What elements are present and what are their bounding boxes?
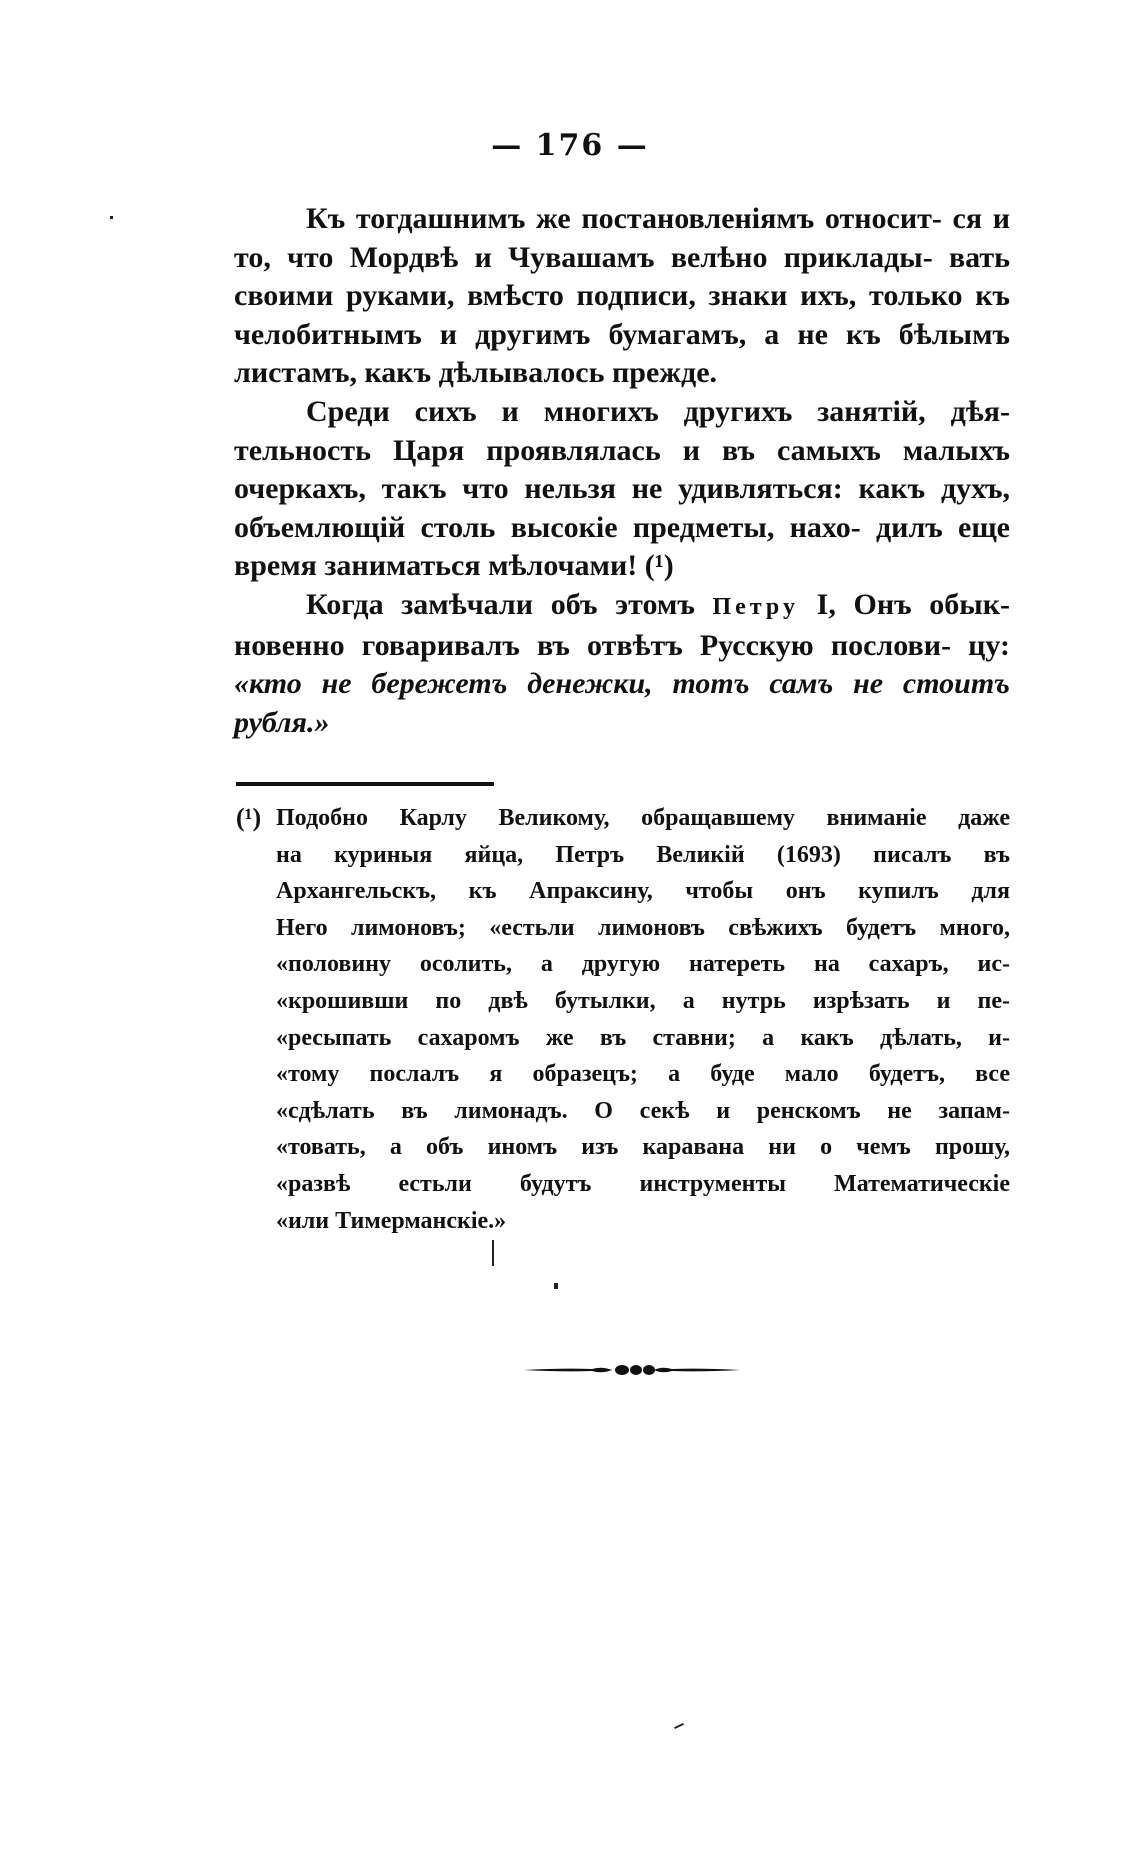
footnote <box>236 800 1010 1239</box>
footnote-marker: (¹) <box>236 803 262 832</box>
footnote-line: на куриныя яйца, Петръ Великій (1693) писалъ въ <box>276 841 1010 868</box>
footnote-line: «или Тимерманскіе.» <box>276 1207 507 1234</box>
paragraph-2: Среди сихъ и многихъ другихъ занятій, дѣя- тельность Царя проявлялась и въ самыхъ малыхъ очеркахъ, такъ что нельзя не удивляться: какъ духъ, объемлющій столь высокіе предметы, нахо- дилъ еще время заниматься мѣлочами! (¹) <box>234 394 1010 583</box>
footnote-line: «ресыпать сахаромъ же въ ставни; а какъ дѣлать, и- <box>276 1024 1010 1051</box>
tailpiece-ornament <box>522 1362 742 1378</box>
footnote-line: «развѣ естьли будутъ инструменты Математическіе <box>276 1170 1010 1197</box>
footnote-line: «крошивши по двѣ бутылки, а нутрь изрѣзать и пе- <box>276 987 1010 1014</box>
footnote-line: Архангельскъ, къ Апраксину, чтобы онъ купилъ для <box>276 878 1010 905</box>
paper-speck <box>110 216 113 219</box>
footnote-line: «тому послалъ я образецъ; а буде мало будетъ, все <box>276 1061 1010 1088</box>
paper-speck <box>492 1240 494 1266</box>
paragraph-3-start: Когда замѣчали объ этомъ <box>306 587 713 621</box>
footnote-line: Подобно Карлу Великому, обращавшему вниманіе даже <box>276 805 1010 831</box>
proverb-quote: «кто не бережетъ денежки, тотъ самъ не стоитъ рубля.» <box>234 667 1010 739</box>
footnote-line: «сдѣлать въ лимонадъ. О секѣ и ренскомъ не запам- <box>276 1097 1010 1124</box>
paper-speck <box>674 1723 684 1729</box>
tsar-name: Петру <box>712 593 799 620</box>
main-text <box>234 200 1010 742</box>
footnote-line: «товать, а объ иномъ изъ каравана ни о чемъ прошу, <box>276 1134 1010 1161</box>
paragraph-1: Къ тогдашнимъ же постановленіямъ относит- ся и то, что Мордвѣ и Чувашамъ велѣно приклады- вать своими руками, вмѣсто подписи, знаки ихъ, только къ челобитнымъ и другимъ бумагамъ, а не къ бѣлымъ листамъ, какъ дѣлывалось прежде. <box>234 202 1010 390</box>
footnote-line: «половину осолить, а другую натереть на сахаръ, ис- <box>276 951 1010 978</box>
paragraph-3-middle: I, Онъ обык- новенно говаривалъ въ отвѣтъ Русскую послови- цу: <box>234 587 1010 662</box>
footnote-text <box>276 800 1010 1239</box>
paper-speck <box>554 1283 558 1289</box>
footnote-line: Него лимоновъ; «естьли лимоновъ свѣжихъ будетъ много, <box>276 914 1010 941</box>
page-number: — 176 — <box>491 128 649 163</box>
paragraph-3 <box>234 586 1010 742</box>
footnote-rule <box>236 782 494 786</box>
